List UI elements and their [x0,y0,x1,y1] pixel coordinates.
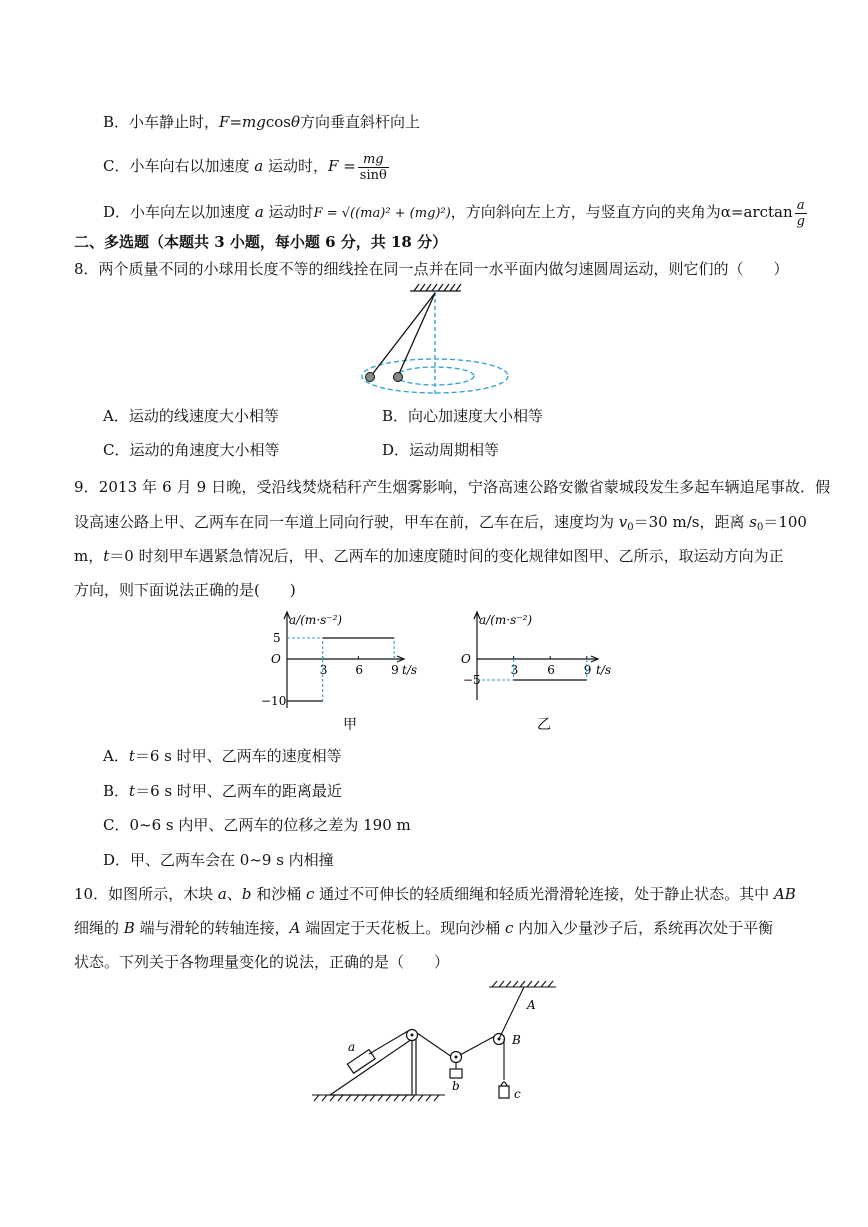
q10-c2: c [504,919,514,937]
q8-stem: 8．两个质量不同的小球用长度不等的细线拴在同一点并在同一水平面内做匀速圆周运动，则它们的（ ） [74,260,789,278]
q7-c-text: C．小车向右以加速度 [103,157,250,175]
q7-b-mg: mg [242,113,266,131]
pulley-b-axle [455,1056,458,1059]
q9-b-post: ＝6 s 时甲、乙两车的距离最近 [135,782,342,800]
q7-b-cos: cos [265,113,291,131]
q10-B: B [123,919,135,937]
q9-l2-c: ＝100 [763,513,807,531]
q8-option-a: A．运动的线速度大小相等 [103,407,279,425]
ceiling-top [489,981,556,987]
x-tick-label: 9 [391,663,399,677]
x-tick-label: 3 [319,663,328,677]
q10-AB: AB [773,885,796,903]
q10-line-3: 状态。下列关于各物理量变化的说法，正确的是（ ） [74,953,450,971]
q7-b-theta: θ [291,113,301,131]
q7-d-text: D．小车向左以加速度 [103,203,251,221]
q10-l1-c: 和沙桶 [251,885,306,903]
chart-caption: 甲 [343,717,357,733]
q9-a-t: t [128,747,135,765]
q9-v: v [618,513,628,531]
q9-b-pre: B． [103,782,130,800]
q7-c-eq: = [343,157,356,175]
q9-b-t: t [129,782,136,800]
q7-b-post: 方向垂直斜杆向上 [300,113,421,131]
q9-v-sub: 0 [627,522,634,533]
y-tick-label: −10 [261,694,287,708]
chart-caption: 乙 [537,717,551,733]
pulley-top-left-axle [411,1034,414,1037]
x-tick-label: 9 [583,663,592,677]
q9-l2-a: 设高速公路上甲、乙两车在同一车道上同向行驶，甲车在前，乙车在后，速度均为 [74,513,619,531]
y-axis-label: a/(m·s⁻²) [289,613,343,627]
rope-AB [499,987,524,1039]
q9-line-4: 方向，则下面说法正确的是( ) [74,581,296,599]
x-tick-label: 6 [547,663,555,677]
label-a: a [348,1040,356,1054]
y-tick-label: −5 [463,673,481,687]
ground [312,1095,445,1101]
q7-c-F: F [328,157,339,175]
label-A: A [527,998,536,1012]
q9-l3-a: m， [74,547,104,565]
q10-l2-d: 内加入少量沙子后，系统再次处于平衡 [513,919,774,937]
q7-c-den: sinθ [359,167,387,183]
q10-A: A [289,919,301,937]
q7-d-a: a [254,203,264,221]
section-heading: 二、多选题（本题共 3 小题，每小题 6 分，共 18 分） [74,233,448,251]
x-tick-label: 3 [510,663,519,677]
q9-line-1: 9．2013 年 6 月 9 日晚，受沿线焚烧秸秆产生烟雾影响，宁洛高速公路安徽省蒙城段发生多起车辆追尾事故．假 [74,478,831,496]
q9-a-post: ＝6 s 时甲、乙两车的速度相等 [134,747,342,765]
q7-d-post: ，方向斜向左上方，与竖直方向的夹角为α=arctan [450,203,793,221]
q9-a-pre: A． [103,747,129,765]
y-axis-label: a/(m·s⁻²) [479,613,533,627]
origin-label: O [271,652,281,666]
q9-option-d: D．甲、乙两车会在 0~9 s 内相撞 [103,851,334,869]
q7-b-F: F [219,113,230,131]
q10-c: c [305,885,315,903]
label-c: c [514,1087,521,1101]
q10-l1-b: 、 [226,885,242,903]
q8-option-d: D．运动周期相等 [382,441,500,459]
q8-option-b: B．向心加速度大小相等 [382,407,544,425]
q7-d-num: a [795,198,807,214]
q7-d-mid: 运动时 [268,203,314,221]
q7-d-den: g [796,213,805,229]
q10-l1-a: 10．如图所示，木块 [74,885,218,903]
q10-l2-c: 端固定于天花板上。现向沙桶 [300,919,505,937]
q9-s: s [749,513,757,531]
q9-l3-b: ＝0 时刻甲车遇紧急情况后，甲、乙两车的加速度随时间的变化规律如图甲、乙所示，取运动方向为正 [109,547,784,565]
q10-b: b [241,885,252,903]
x-axis-label: t/s [596,663,612,677]
rope-b-to-B [460,1036,495,1055]
block-b [450,1069,462,1078]
q9-l2-b: ＝30 m/s，距离 [633,513,750,531]
bucket-c [499,1082,509,1098]
q9-s-sub: 0 [756,522,764,533]
q10-l2-b: 端与滑轮的转轴连接， [134,919,290,937]
q7-b-text: B．小车静止时， [103,113,220,131]
q9-option-c: C．0~6 s 内甲、乙两车的位移之差为 190 m [103,816,411,834]
q10-a: a [217,885,227,903]
x-axis-label: t/s [402,663,418,677]
q7-b-eq: = [229,113,243,131]
label-B: B [512,1033,521,1047]
q10-l2-a: 细绳的 [74,919,124,937]
origin-label: O [461,652,471,666]
q7-c-mid: 运动时， [268,157,329,175]
incline [330,1039,412,1095]
x-tick-label: 6 [355,663,364,677]
label-b: b [452,1079,460,1093]
rope-to-b-left [417,1033,452,1057]
y-tick-label: 5 [273,631,281,645]
q7-d-formula: F = √((ma)² + (mg)²) [313,206,451,221]
q10-l1-d: 通过不可伸长的轻质细绳和轻质光滑滑轮连接，处于静止状态。其中 [314,885,774,903]
q7-c-num: mg [358,152,389,168]
q8-option-c: C．运动的角速度大小相等 [103,441,280,459]
q7-c-a: a [254,157,264,175]
q9-t: t [103,547,110,565]
rope-a-to-pulley [369,1031,408,1054]
